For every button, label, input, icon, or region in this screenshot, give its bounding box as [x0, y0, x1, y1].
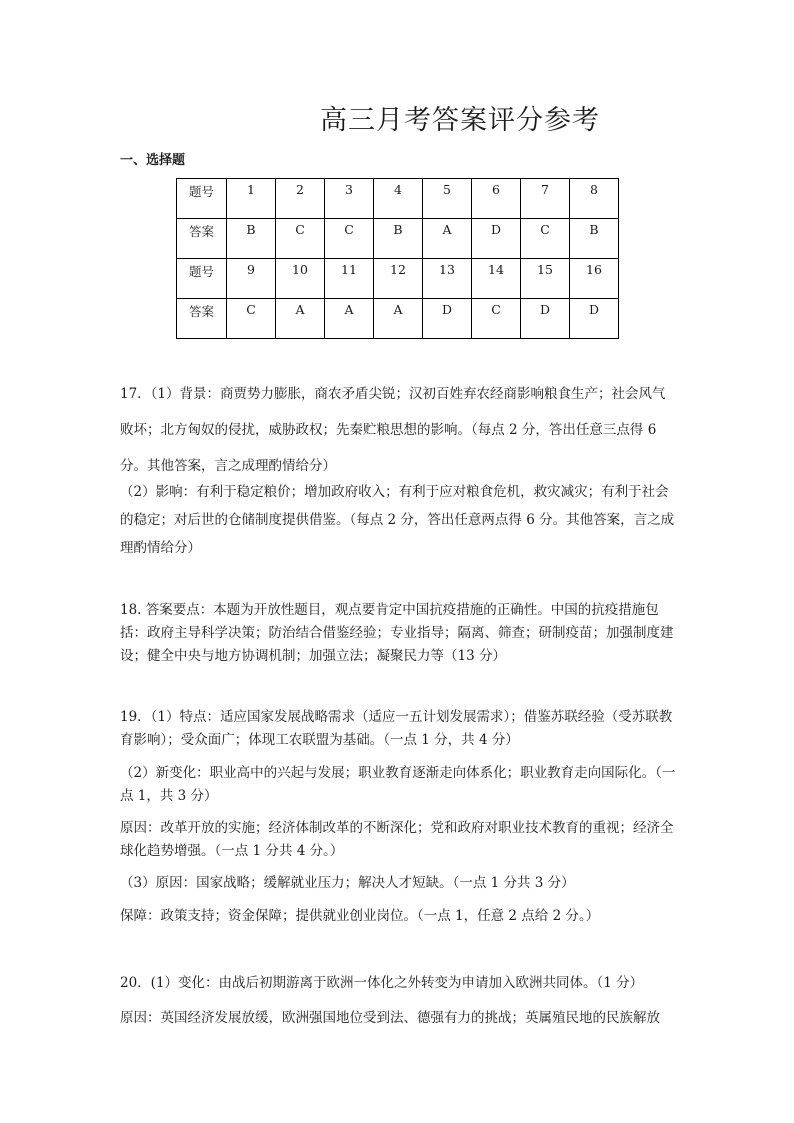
section-heading-multiple-choice: 一、选择题: [120, 153, 186, 168]
table-cell: 15: [521, 259, 570, 299]
table-row: [177, 259, 619, 299]
table-row: [177, 179, 619, 219]
table-cell: 16: [570, 259, 619, 299]
table-cell: D: [472, 219, 521, 259]
table-cell: 4: [374, 179, 423, 219]
table-cell: 8: [570, 179, 619, 219]
table-cell: B: [570, 219, 619, 259]
q19-part2-reasons: 原因：改革开放的实施；经济体制改革的不断深化；党和政府对职业技术教育的重视；经济全球化趋势增强。（一点 1 分共 4 分。）: [120, 820, 674, 859]
table-cell: D: [570, 299, 619, 339]
q18-answer: 18. 答案要点：本题为开放性题目，观点要肯定中国抗疫措施的正确性。中国的抗疫措施包括：政府主导科学决策；防治结合借鉴经验；专业指导；隔离、筛查；研制疫苗；加强制度建设；健全中央与地方协调机制；加强立法；凝聚民力等（13 分）: [120, 602, 674, 664]
table-cell: C: [521, 219, 570, 259]
table-cell: 10: [276, 259, 325, 299]
table-cell: 题号: [177, 179, 227, 219]
table-cell: C: [325, 219, 374, 259]
table-cell: 9: [227, 259, 276, 299]
table-cell: 答案: [177, 219, 227, 259]
table-cell: 11: [325, 259, 374, 299]
table-row: [177, 299, 619, 339]
q17-part2-answer: （2）影响：有利于稳定粮价；增加政府收入；有利于应对粮食危机，救灾减灾；有利于社会的稳定；对后世的仓储制度提供借鉴。（每点 2 分，答出任意两点得 6 分。其他答案，言之成理酌情给分）: [120, 484, 675, 556]
table-cell: A: [423, 219, 472, 259]
table-cell: B: [374, 219, 423, 259]
answer-table: [176, 178, 619, 339]
table-cell: 题号: [177, 259, 227, 299]
table-cell: 6: [472, 179, 521, 219]
table-cell: 1: [227, 179, 276, 219]
table-cell: 7: [521, 179, 570, 219]
table-cell: 5: [423, 179, 472, 219]
table-cell: C: [276, 219, 325, 259]
table-row: [177, 219, 619, 259]
table-cell: A: [374, 299, 423, 339]
table-cell: D: [521, 299, 570, 339]
table-cell: 2: [276, 179, 325, 219]
table-cell: 3: [325, 179, 374, 219]
table-cell: D: [423, 299, 472, 339]
table-cell: C: [227, 299, 276, 339]
page-title: 高三月考答案评分参考: [320, 105, 600, 136]
q19-part1-answer: 19．（1）特点：适应国家发展战略需求（适应一五计划发展需求）；借鉴苏联经验（受苏联教育影响）；受众面广；体现工农联盟为基础。（一点 1 分，共 4 分）: [120, 709, 673, 748]
table-cell: C: [472, 299, 521, 339]
q17-part1-answer: 17．（1）背景：商贾势力膨胀，商农矛盾尖锐；汉初百姓弃农经商影响粮食生产；社会风气败坏；北方匈奴的侵扰，威胁政权；先秦贮粮思想的影响。（每点 2 分，答出任意三点得 6 分。其他答案，言之成理酌情给分）: [120, 386, 666, 474]
q19-part2-answer: （2）新变化：职业高中的兴起与发展；职业教育逐渐走向体系化；职业教育走向国际化。（一点 1，共 3 分）: [120, 765, 676, 804]
table-cell: B: [227, 219, 276, 259]
table-cell: 14: [472, 259, 521, 299]
table-cell: 13: [423, 259, 472, 299]
table-cell: A: [325, 299, 374, 339]
q19-part3-answer: （3）原因：国家战略；缓解就业压力；解决人才短缺。（一点 1 分共 3 分）: [120, 875, 575, 891]
q20-part1-answer: 20．(1）变化：由战后初期游离于欧洲一体化之外转变为申请加入欧洲共同体。（1 分）: [120, 975, 644, 991]
table-cell: 答案: [177, 299, 227, 339]
table-cell: A: [276, 299, 325, 339]
q20-part1-reasons: 原因：英国经济发展放缓，欧洲强国地位受到法、德强有力的挑战；英属殖民地的民族解放: [120, 1010, 660, 1026]
table-cell: 12: [374, 259, 423, 299]
q19-part3-guarantees: 保障：政策支持；资金保障；提供就业创业岗位。（一点 1，任意 2 点给 2 分。）: [120, 908, 600, 924]
